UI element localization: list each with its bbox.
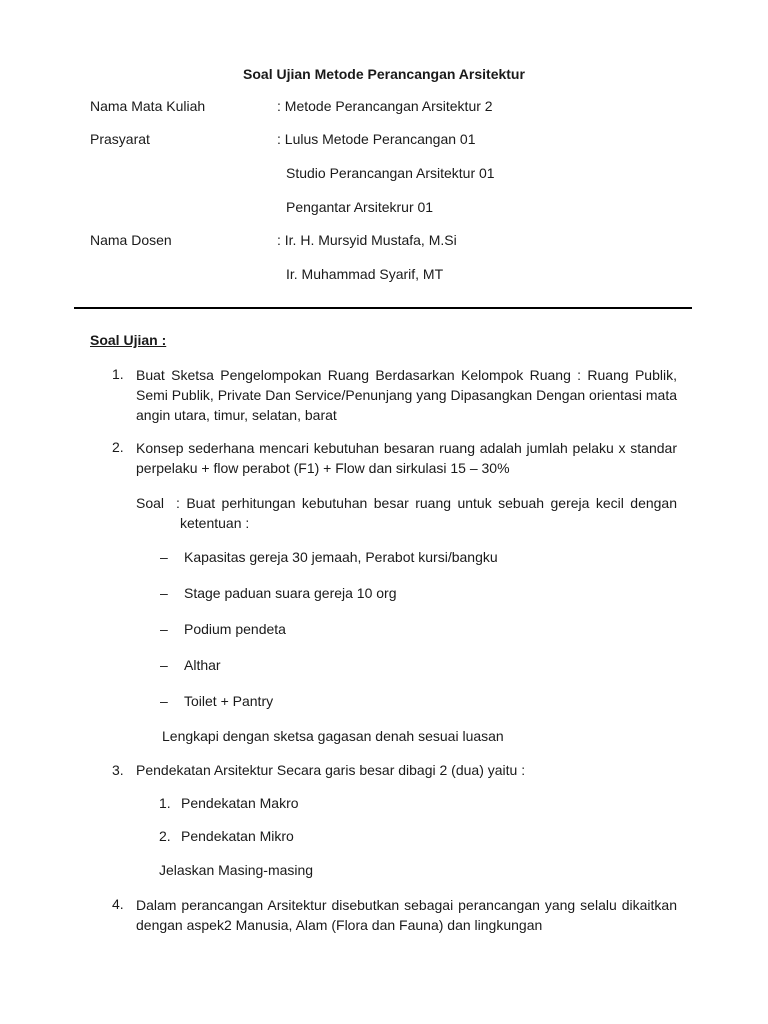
- soal-text: : Buat perhitungan kebutuhan besar ruang untuk sebuah gereja kecil dengan ketentuan :: [176, 495, 677, 531]
- question-4-text: Dalam perancangan Arsitektur disebutkan sebagai perancangan yang selalu dikaitkan dengan aspek2 Manusia, Alam (Flora dan Fauna) dan lingkungan: [136, 897, 677, 933]
- prerequisite-value-3: Pengantar Arsitekrur 01: [286, 199, 434, 215]
- sub-item-text: Pendekatan Mikro: [181, 828, 294, 844]
- horizontal-divider: [74, 307, 692, 309]
- question-1-text: Buat Sketsa Pengelompokan Ruang Berdasarkan Kelompok Ruang : Ruang Publik, Semi Publik, Private Dan Service/Penunjang yang Dipasangkan Dengan orientasi mata angin utara, timur, selatan, barat: [136, 367, 677, 423]
- question-3-text: Pendekatan Arsitektur Secara garis besar dibagi 2 (dua) yaitu :: [136, 762, 526, 778]
- lecturer-value-1: : Ir. H. Mursyid Mustafa, M.Si: [277, 232, 457, 248]
- question-3-closing: Jelaskan Masing-masing: [159, 862, 314, 878]
- list-item: Stage paduan suara gereja 10 org: [184, 585, 397, 601]
- course-name-value: : Metode Perancangan Arsitektur 2: [277, 98, 493, 114]
- dash-marker: –: [160, 693, 168, 709]
- course-name-label: Nama Mata Kuliah: [90, 98, 206, 114]
- prerequisite-label: Prasyarat: [90, 131, 150, 147]
- document-title: Soal Ujian Metode Perancangan Arsitektur: [243, 66, 525, 82]
- prerequisite-value-2: Studio Perancangan Arsitektur 01: [286, 165, 495, 181]
- dash-marker: –: [160, 657, 168, 673]
- question-4-number: 4.: [112, 896, 124, 912]
- list-item: Podium pendeta: [184, 621, 286, 637]
- list-item: Toilet + Pantry: [184, 693, 274, 709]
- section-heading: Soal Ujian :: [90, 332, 167, 348]
- dash-marker: –: [160, 585, 168, 601]
- lecturer-label: Nama Dosen: [90, 232, 172, 248]
- question-1-number: 1.: [112, 366, 124, 382]
- sub-item-number: 2.: [159, 828, 171, 844]
- list-item: Althar: [184, 657, 221, 673]
- prerequisite-value-1: : Lulus Metode Perancangan 01: [277, 131, 476, 147]
- soal-label: Soal: [136, 495, 165, 511]
- dash-marker: –: [160, 621, 168, 637]
- question-2-number: 2.: [112, 439, 124, 455]
- question-3-number: 3.: [112, 762, 124, 778]
- sub-item-number: 1.: [159, 795, 171, 811]
- question-2-closing: Lengkapi dengan sketsa gagasan denah sesuai luasan: [162, 728, 504, 744]
- lecturer-value-2: Ir. Muhammad Syarif, MT: [286, 266, 444, 282]
- sub-item-text: Pendekatan Makro: [181, 795, 299, 811]
- list-item: Kapasitas gereja 30 jemaah, Perabot kursi/bangku: [184, 549, 498, 565]
- question-2-text: Konsep sederhana mencari kebutuhan besaran ruang adalah jumlah pelaku x standar perpelaku + flow perabot (F1) + Flow dan sirkulasi 15 – 30%: [136, 440, 677, 476]
- dash-marker: –: [160, 549, 168, 565]
